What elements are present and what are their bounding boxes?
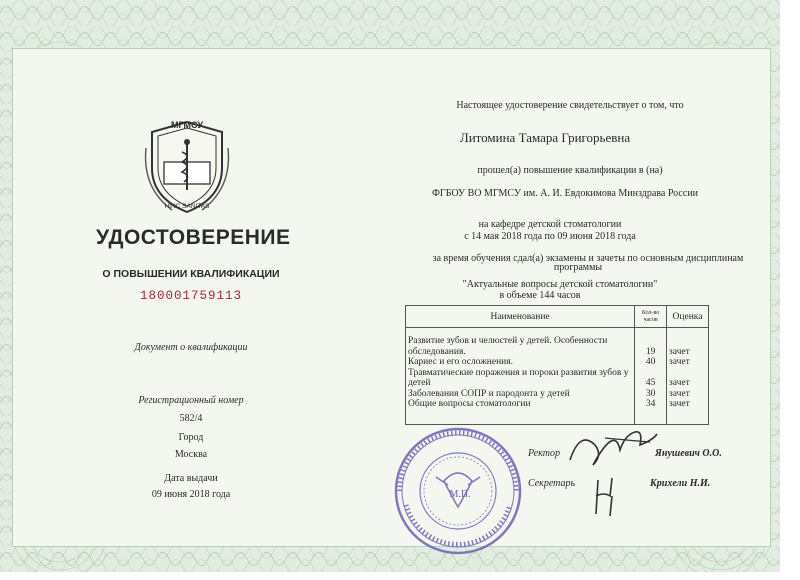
grade-cell: зачет xyxy=(667,368,709,389)
institution-text: ФГБОУ ВО МГМСУ им. А. И. Евдокимова Минздрава России xyxy=(432,188,698,199)
issue-date-label: Дата выдачи xyxy=(164,473,218,484)
discipline-cell: Кариес и его осложнения. xyxy=(406,357,635,368)
document-label: Документ о квалификации xyxy=(134,342,248,353)
table-header-row xyxy=(406,306,709,328)
table-row xyxy=(406,328,709,358)
header-hours-line1: Кол-во xyxy=(641,309,660,316)
hours-cell: 34 xyxy=(635,399,667,424)
header-grade: Оценка xyxy=(667,306,709,328)
rector-label: Ректор xyxy=(528,448,560,459)
grade-cell: зачет xyxy=(667,328,709,358)
city-value: Москва xyxy=(174,449,208,460)
discipline-cell: Заболевания СОПР и пародонта у детей xyxy=(406,389,635,400)
hours-cell: 19 xyxy=(635,328,667,358)
exams-text-line2: программы xyxy=(553,262,603,273)
discipline-line1: Развитие зубов и челюстей у детей. Особенности xyxy=(408,336,608,346)
program-volume: в объеме 144 часов xyxy=(499,290,581,301)
hours-cell: 40 xyxy=(635,357,667,368)
grade-cell: зачет xyxy=(667,399,709,424)
holder-name: Литомина Тамара Григорьевна xyxy=(459,130,631,145)
table-row xyxy=(406,389,709,400)
hours-cell: 45 xyxy=(635,368,667,389)
emblem-text-top: МГМСУ xyxy=(170,120,204,130)
passed-text: прошел(а) повышение квалификации в (на) xyxy=(477,165,663,176)
discipline-cell: Общие вопросы стоматологии xyxy=(406,399,635,424)
discipline-line2: детей xyxy=(408,378,431,388)
secretary-label: Секретарь xyxy=(528,478,576,489)
table-row xyxy=(406,399,709,424)
discipline-line2: обследования. xyxy=(408,346,466,357)
certificate-title: УДОСТОВЕРЕНИЕ xyxy=(96,226,291,249)
header-name: Наименование xyxy=(406,306,635,328)
program-title: "Актуальные вопросы детской стоматологии" xyxy=(462,279,658,290)
emblem-text-bottom: HINC SANITAS xyxy=(164,203,210,210)
department-text: на кафедре детской стоматологии xyxy=(478,219,622,230)
hours-cell: 30 xyxy=(635,389,667,400)
discipline-cell xyxy=(406,368,635,389)
secretary-signature xyxy=(590,470,620,520)
exams-text-line1: за время обучения сдал(а) экзамены и зачеты по основным дисциплинам xyxy=(432,253,744,264)
table-row xyxy=(406,368,709,389)
city-label: Город xyxy=(178,432,204,443)
grade-cell: зачет xyxy=(667,389,709,400)
discipline-line1: Травматические поражения и пороки развития зубов у xyxy=(408,367,629,378)
university-emblem xyxy=(142,118,232,216)
header-hours-line2: часов xyxy=(643,316,658,323)
registration-label: Регистрационный номер xyxy=(138,395,244,406)
discipline-cell xyxy=(406,328,635,358)
header-hours xyxy=(635,306,667,328)
disciplines-table xyxy=(405,305,709,425)
issue-date-value: 09 июня 2018 года xyxy=(151,489,231,500)
secretary-name: Крихели Н.И. xyxy=(650,478,711,489)
stamp-center-text: М.П. xyxy=(449,489,471,500)
registration-number: 582/4 xyxy=(179,413,203,424)
table-row xyxy=(406,357,709,368)
grade-cell: зачет xyxy=(667,357,709,368)
certificate-number: 180001759113 xyxy=(139,289,242,303)
rector-name: Янушевич О.О. xyxy=(655,448,722,459)
certificate-subtitle: О ПОВЫШЕНИИ КВАЛИФИКАЦИИ xyxy=(102,268,280,280)
intro-text: Настоящее удостоверение свидетельствует о том, что xyxy=(456,100,684,111)
period-text: с 14 мая 2018 года по 09 июня 2018 года xyxy=(464,231,636,242)
